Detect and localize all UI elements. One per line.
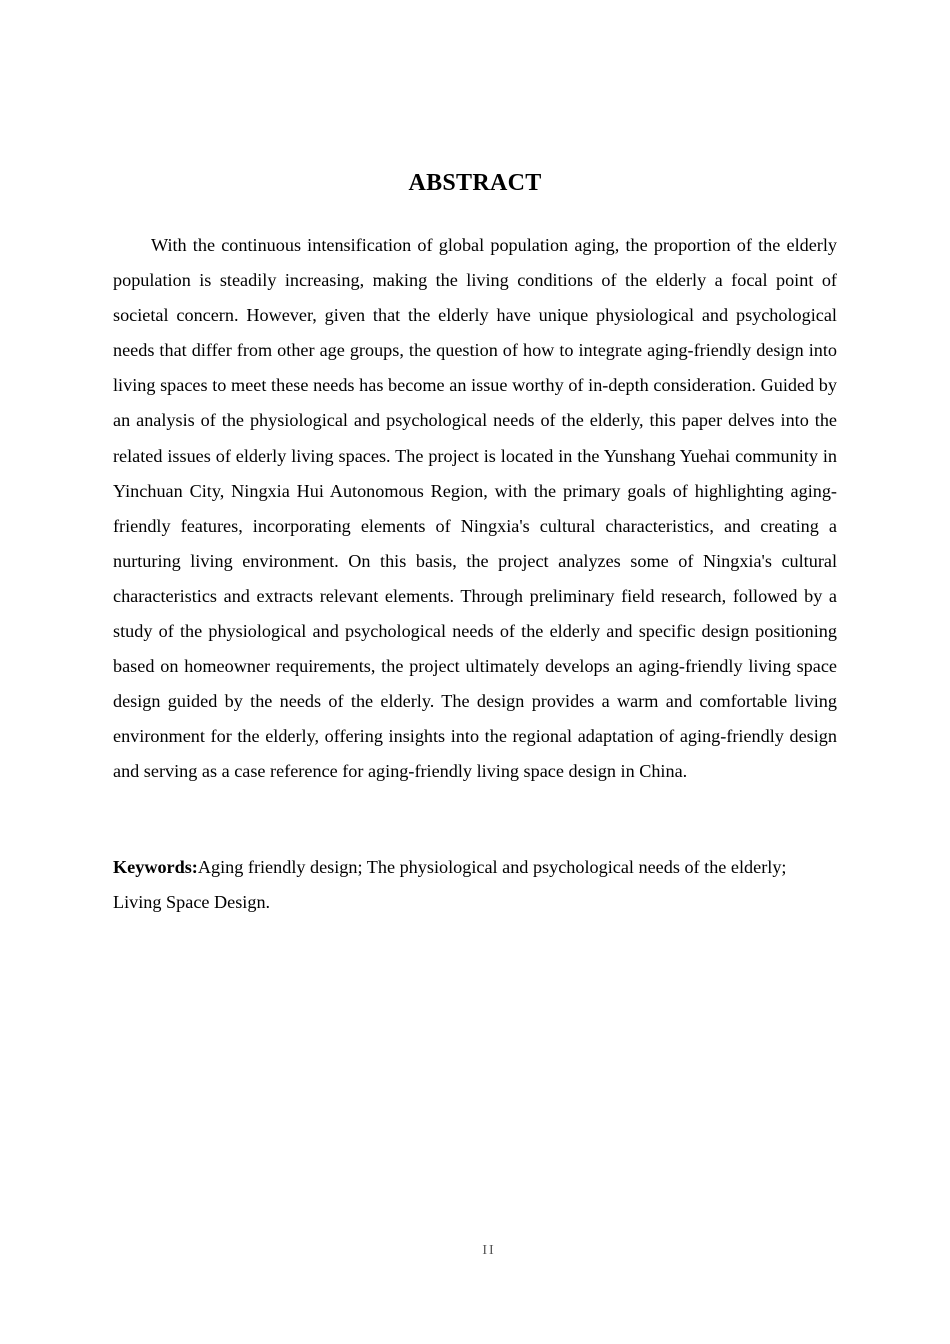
keywords-text: Aging friendly design; The physiological and psychological needs of the elderly; Living Space Design. xyxy=(113,857,787,913)
keywords-label: Keywords: xyxy=(113,857,198,877)
abstract-title: ABSTRACT xyxy=(408,170,542,196)
keywords-line xyxy=(113,850,837,920)
abstract-paragraph: With the continuous intensification of global population aging, the proportion of the elderly population is steadily increasing, making the living conditions of the elderly a focal point of societal concern. However, given that the elderly have unique physiological and psychological needs that differ from other age groups, the question of how to integrate aging-friendly design into living spaces to meet these needs has become an issue worthy of in-depth consideration. Guided by an analysis of the physiological and psychological needs of the elderly, this paper delves into the related issues of elderly living spaces. The project is located in the Yunshang Yuehai community in Yinchuan City, Ningxia Hui Autonomous Region, with the primary goals of highlighting aging-friendly features, incorporating elements of Ningxia's cultural characteristics, and creating a nurturing living environment. On this basis, the project analyzes some of Ningxia's cultural characteristics and extracts relevant elements. Through preliminary field research, followed by a study of the physiological and psychological needs of the elderly and specific design positioning based on homeowner requirements, the project ultimately develops an aging-friendly living space design guided by the needs of the elderly. The design provides a warm and comfortable living environment for the elderly, offering insights into the regional adaptation of aging-friendly design and serving as a case reference for aging-friendly living space design in China. xyxy=(113,235,837,782)
page-number: II xyxy=(482,1243,496,1258)
